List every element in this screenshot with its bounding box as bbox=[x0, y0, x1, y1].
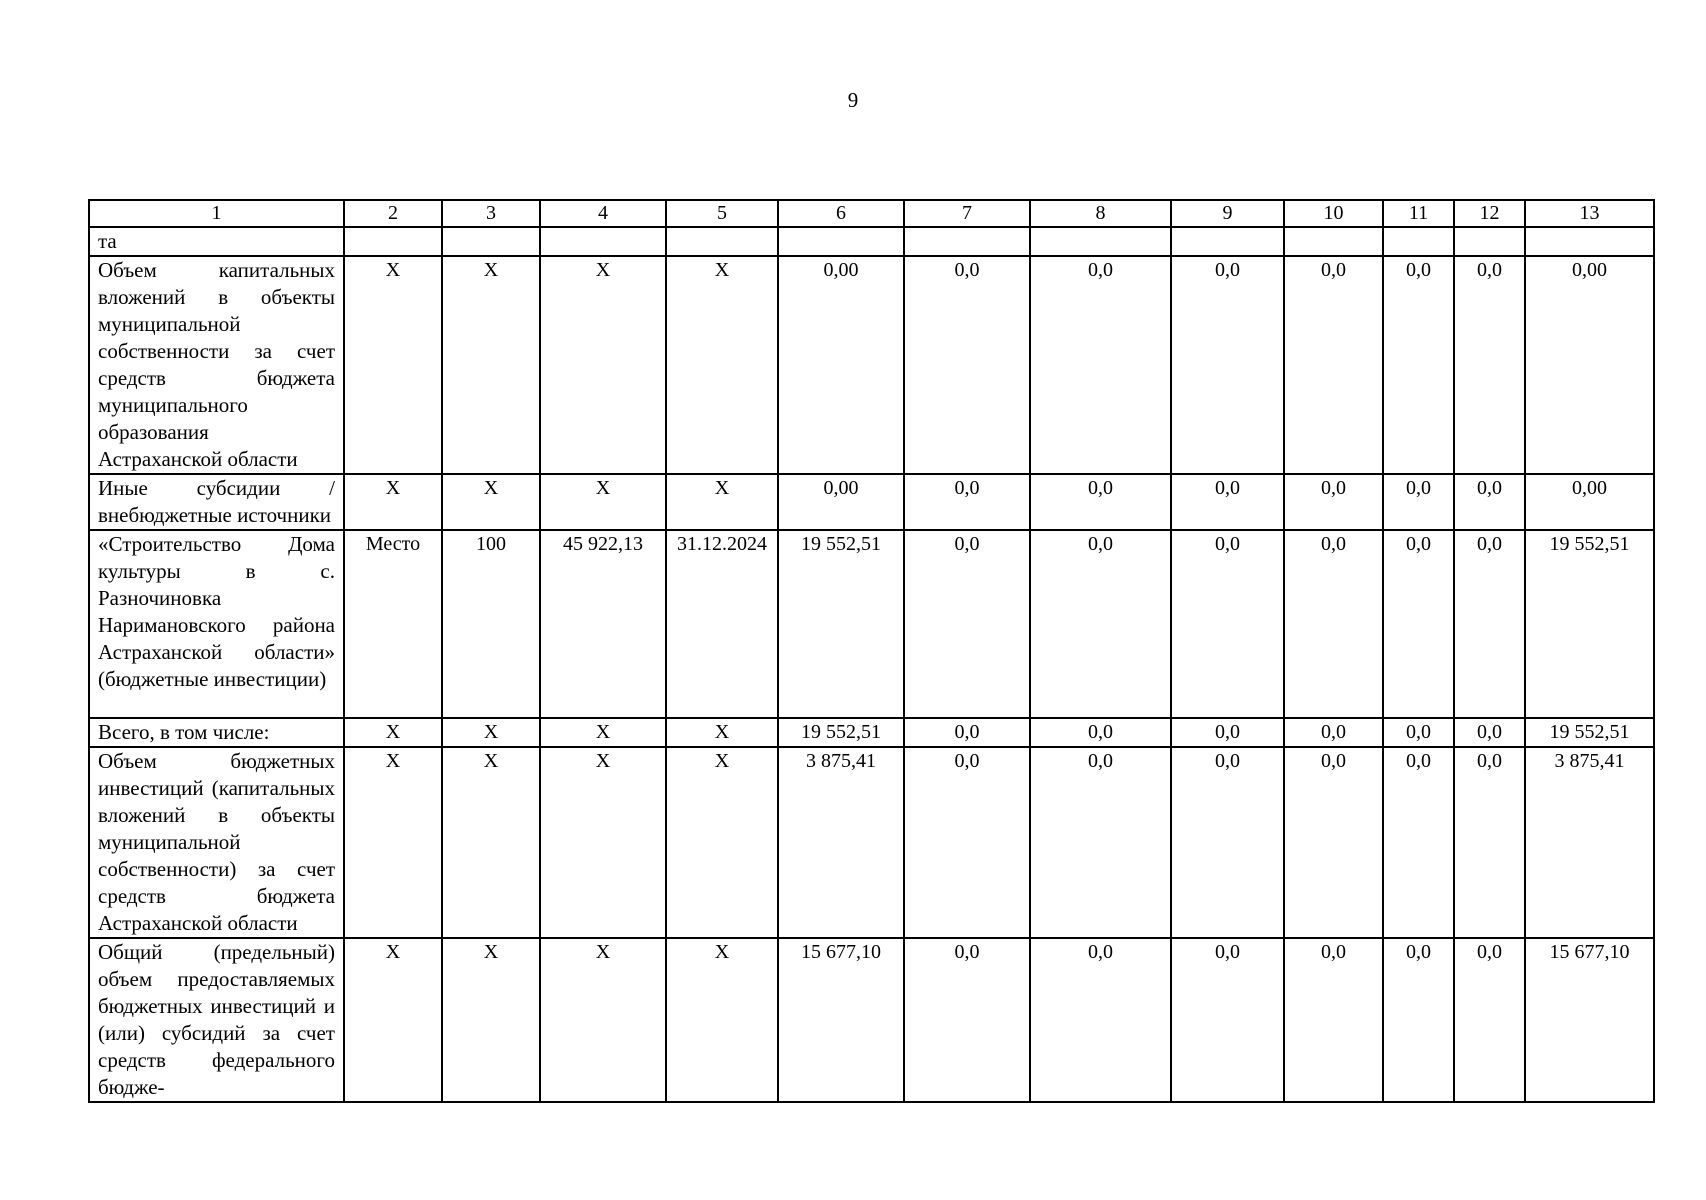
table-row bbox=[89, 530, 1654, 718]
table-row bbox=[89, 256, 1654, 474]
table-cell bbox=[540, 227, 666, 256]
table-cell: 45 922,13 bbox=[540, 530, 666, 718]
table-cell: 0,00 bbox=[1525, 256, 1654, 474]
table-cell: X bbox=[344, 718, 442, 747]
table-cell: X bbox=[540, 747, 666, 938]
table-cell: 31.12.2024 bbox=[666, 530, 778, 718]
table-cell: 0,0 bbox=[1030, 938, 1171, 1102]
table-cell: X bbox=[666, 718, 778, 747]
column-header: 4 bbox=[540, 200, 666, 227]
table-cell bbox=[1383, 227, 1454, 256]
table-cell: Место bbox=[344, 530, 442, 718]
column-header: 3 bbox=[442, 200, 540, 227]
table-cell: 19 552,51 bbox=[1525, 530, 1654, 718]
table-cell: 0,0 bbox=[1030, 256, 1171, 474]
column-header: 12 bbox=[1454, 200, 1525, 227]
table-cell: 0,0 bbox=[1284, 747, 1383, 938]
row-name: Объем капитальных вложений в объекты муниципальной собственности за счет средств бюджета муниципального образования Астраханской области bbox=[89, 256, 344, 474]
page-number: 9 bbox=[847, 88, 859, 112]
table-cell: X bbox=[666, 938, 778, 1102]
table-cell: 15 677,10 bbox=[1525, 938, 1654, 1102]
table-cell: X bbox=[666, 747, 778, 938]
table-cell: 19 552,51 bbox=[778, 530, 904, 718]
row-name: «Строительство Дома культуры в с. Разночиновка Наримановского района Астраханской области» (бюджетные инвестиции) bbox=[89, 530, 344, 718]
table-cell: 0,00 bbox=[1525, 474, 1654, 530]
table-cell: 0,0 bbox=[1383, 747, 1454, 938]
table-cell bbox=[1171, 227, 1284, 256]
table-row bbox=[89, 718, 1654, 747]
table-cell: 0,0 bbox=[1383, 256, 1454, 474]
table-cell: 0,0 bbox=[904, 474, 1030, 530]
table-cell: 0,0 bbox=[1454, 474, 1525, 530]
table-cell: 3 875,41 bbox=[778, 747, 904, 938]
table-cell: 0,0 bbox=[1383, 530, 1454, 718]
table-cell: X bbox=[442, 256, 540, 474]
table-cell: 0,0 bbox=[1454, 938, 1525, 1102]
table-cell: X bbox=[344, 256, 442, 474]
table-cell: 0,0 bbox=[904, 938, 1030, 1102]
table-cell: 0,0 bbox=[1284, 530, 1383, 718]
column-header: 13 bbox=[1525, 200, 1654, 227]
column-header: 5 bbox=[666, 200, 778, 227]
table-cell: X bbox=[540, 256, 666, 474]
table-cell: 0,0 bbox=[1030, 530, 1171, 718]
table-cell bbox=[344, 227, 442, 256]
table-cell bbox=[1525, 227, 1654, 256]
table-cell: 0,0 bbox=[904, 530, 1030, 718]
table-cell bbox=[904, 227, 1030, 256]
table-cell: 0,0 bbox=[1383, 474, 1454, 530]
table-cell: X bbox=[442, 747, 540, 938]
table-cell bbox=[1284, 227, 1383, 256]
table-cell: 0,00 bbox=[778, 256, 904, 474]
table-cell: X bbox=[540, 718, 666, 747]
row-name: та bbox=[89, 227, 344, 256]
table-cell: 19 552,51 bbox=[778, 718, 904, 747]
column-header: 1 bbox=[89, 200, 344, 227]
table-cell: 0,0 bbox=[1284, 718, 1383, 747]
table-cell: 3 875,41 bbox=[1525, 747, 1654, 938]
column-header: 6 bbox=[778, 200, 904, 227]
table-cell: X bbox=[442, 938, 540, 1102]
table-cell: 0,0 bbox=[1171, 256, 1284, 474]
table-cell: X bbox=[540, 938, 666, 1102]
table-cell: X bbox=[344, 474, 442, 530]
table-row bbox=[89, 747, 1654, 938]
table-cell: X bbox=[344, 747, 442, 938]
row-name: Общий (предельный) объем предоставляемых бюджетных инвестиций и (или) субсидий за счет средств федерального бюдже- bbox=[89, 938, 344, 1102]
table-cell bbox=[442, 227, 540, 256]
row-name: Объем бюджетных инвестиций (капитальных вложений в объекты муниципальной собственности) за счет средств бюджета Астраханской области bbox=[89, 747, 344, 938]
table-cell: 15 677,10 bbox=[778, 938, 904, 1102]
column-header: 8 bbox=[1030, 200, 1171, 227]
table-cell: 0,0 bbox=[1030, 474, 1171, 530]
table-cell: X bbox=[442, 474, 540, 530]
table-cell: X bbox=[666, 474, 778, 530]
table-row bbox=[89, 227, 1654, 256]
table-cell: 0,0 bbox=[1030, 747, 1171, 938]
table-cell: 0,0 bbox=[1171, 718, 1284, 747]
column-header: 10 bbox=[1284, 200, 1383, 227]
table-cell: 0,0 bbox=[1454, 747, 1525, 938]
table-cell: 0,0 bbox=[1284, 938, 1383, 1102]
column-header: 11 bbox=[1383, 200, 1454, 227]
table-cell: 100 bbox=[442, 530, 540, 718]
table-cell: 0,0 bbox=[904, 747, 1030, 938]
table-cell: 0,0 bbox=[1171, 747, 1284, 938]
table-cell: X bbox=[540, 474, 666, 530]
table-cell: 19 552,51 bbox=[1525, 718, 1654, 747]
table-cell bbox=[778, 227, 904, 256]
row-name: Всего, в том числе: bbox=[89, 718, 344, 747]
table-cell: 0,0 bbox=[1171, 530, 1284, 718]
table-cell: 0,0 bbox=[1171, 474, 1284, 530]
table-cell: 0,0 bbox=[1383, 938, 1454, 1102]
table-cell: 0,0 bbox=[1030, 718, 1171, 747]
table-cell bbox=[1030, 227, 1171, 256]
table-row bbox=[89, 938, 1654, 1102]
table-cell: 0,0 bbox=[1171, 938, 1284, 1102]
column-header: 7 bbox=[904, 200, 1030, 227]
table-cell: 0,0 bbox=[1383, 718, 1454, 747]
table-cell: 0,0 bbox=[1454, 530, 1525, 718]
table-cell: X bbox=[344, 938, 442, 1102]
budget-table bbox=[88, 199, 1655, 1103]
table-cell: 0,0 bbox=[1284, 256, 1383, 474]
table-cell bbox=[1454, 227, 1525, 256]
table-cell: 0,0 bbox=[1284, 474, 1383, 530]
table-row bbox=[89, 474, 1654, 530]
table-cell bbox=[666, 227, 778, 256]
table-header-row bbox=[89, 200, 1654, 227]
table-cell: 0,0 bbox=[1454, 256, 1525, 474]
row-name: Иные субсидии / внебюджетные источники bbox=[89, 474, 344, 530]
column-header: 9 bbox=[1171, 200, 1284, 227]
column-header: 2 bbox=[344, 200, 442, 227]
table-cell: 0,0 bbox=[904, 718, 1030, 747]
table-cell: 0,00 bbox=[778, 474, 904, 530]
table-cell: 0,0 bbox=[904, 256, 1030, 474]
table-cell: 0,0 bbox=[1454, 718, 1525, 747]
table-cell: X bbox=[442, 718, 540, 747]
table-cell: X bbox=[666, 256, 778, 474]
